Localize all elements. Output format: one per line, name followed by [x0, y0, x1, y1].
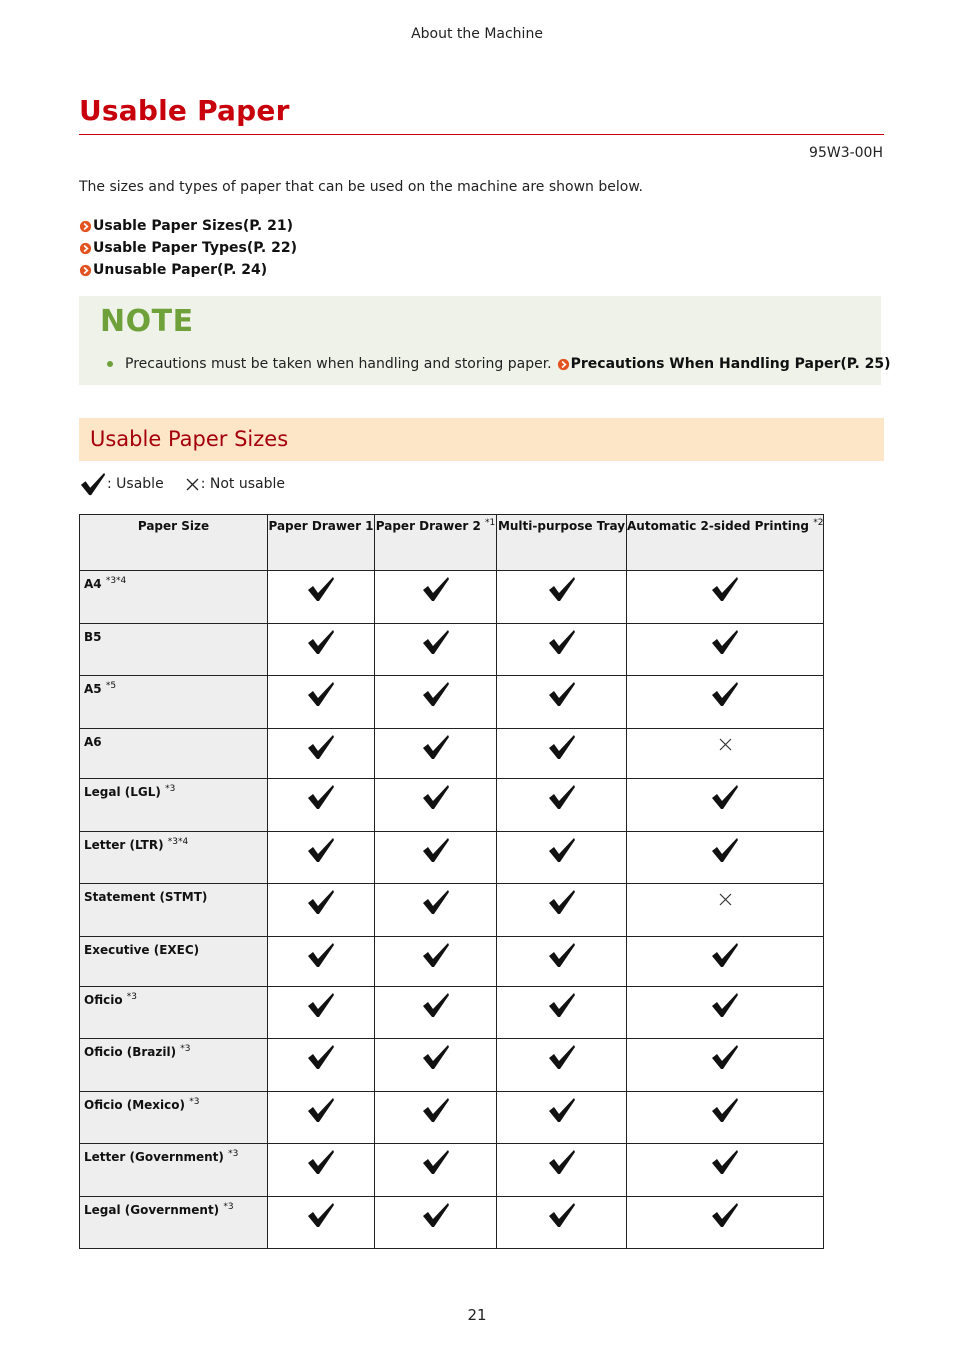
paper-size-cell [80, 676, 268, 729]
footnote-ref: *5 [105, 681, 117, 691]
footnote-ref: *3 [189, 1097, 200, 1107]
link-unusable-paper[interactable] [79, 259, 297, 281]
check-icon [547, 575, 577, 603]
check-icon [306, 941, 336, 969]
column-label: Paper Drawer 1 [268, 519, 374, 533]
section-title: Usable Paper Sizes [90, 427, 289, 451]
usable-cell [497, 676, 627, 729]
usable-cell [375, 779, 497, 832]
usable-cell [268, 1144, 375, 1197]
usable-cell [627, 937, 824, 987]
check-icon [710, 680, 740, 708]
check-icon [710, 628, 740, 656]
paper-size-cell [80, 729, 268, 779]
usable-cell [497, 729, 627, 779]
intro-text: The sizes and types of paper that can be used on the machine are shown below. [79, 179, 643, 195]
paper-size-name: Oficio (Mexico) [84, 1098, 186, 1112]
legend [79, 471, 285, 497]
usable-cell [268, 832, 375, 884]
paper-size-cell [80, 832, 268, 884]
table-row [80, 729, 824, 779]
footnote-ref: *1 [485, 518, 496, 528]
link-label: Precautions When Handling Paper(P. 25) [570, 356, 891, 372]
column-header [80, 515, 268, 571]
paper-size-name: B5 [84, 630, 102, 644]
table-row [80, 1039, 824, 1092]
column-label: Paper Size [137, 519, 210, 533]
check-icon [547, 991, 577, 1019]
paper-size-name: Letter (Government) [84, 1150, 224, 1164]
column-header [627, 515, 824, 571]
column-header [268, 515, 375, 571]
usable-cell [375, 832, 497, 884]
paper-size-cell [80, 1092, 268, 1144]
link-label: Unusable Paper(P. 24) [93, 262, 268, 278]
usable-cell [268, 1197, 375, 1249]
paper-size-name: Legal (Government) [84, 1203, 220, 1217]
paper-size-name: A6 [84, 735, 102, 749]
paper-size-cell [80, 937, 268, 987]
table-header-row [80, 515, 824, 571]
usable-cell [497, 1197, 627, 1249]
usable-cell [627, 1092, 824, 1144]
link-arrow-icon [79, 242, 92, 255]
check-icon [710, 836, 740, 864]
table-row [80, 937, 824, 987]
paper-size-cell [80, 884, 268, 937]
link-label: Usable Paper Sizes(P. 21) [93, 218, 293, 234]
check-icon [306, 991, 336, 1019]
check-icon [306, 1096, 336, 1124]
link-arrow-icon [557, 358, 570, 371]
usable-cell [268, 937, 375, 987]
check-icon [547, 1201, 577, 1229]
check-icon [306, 1043, 336, 1071]
cross-icon [719, 738, 732, 751]
check-icon [547, 1096, 577, 1124]
footnote-ref: *3 [180, 1044, 191, 1054]
usable-cell [375, 884, 497, 937]
check-icon [547, 888, 577, 916]
usable-cell [375, 1039, 497, 1092]
link-usable-paper-types[interactable] [79, 237, 297, 259]
check-icon [710, 575, 740, 603]
usable-cell [497, 832, 627, 884]
check-icon [421, 575, 451, 603]
usable-cell [268, 729, 375, 779]
paper-size-cell [80, 1197, 268, 1249]
footnote-ref: *3 [165, 784, 176, 794]
paper-size-name: A4 [84, 577, 102, 591]
usable-cell [497, 624, 627, 676]
document-id: 95W3-00H [809, 145, 883, 161]
usable-cell [627, 832, 824, 884]
footnote-ref: *3 [223, 1202, 234, 1212]
usable-cell [375, 987, 497, 1039]
check-icon [547, 1043, 577, 1071]
check-icon [306, 680, 336, 708]
table-row [80, 779, 824, 832]
check-icon [421, 1043, 451, 1071]
running-header: About the Machine [411, 26, 543, 42]
check-icon [306, 783, 336, 811]
column-label: Paper Drawer 2 [375, 519, 481, 533]
table-row [80, 571, 824, 624]
usable-cell [375, 937, 497, 987]
table-row [80, 624, 824, 676]
column-header [497, 515, 627, 571]
bullet-icon [107, 361, 113, 367]
note-item [107, 356, 891, 372]
column-header [375, 515, 497, 571]
check-icon [306, 1201, 336, 1229]
usable-cell [375, 676, 497, 729]
usable-cell [375, 1144, 497, 1197]
legend-usable-label: : Usable [107, 476, 164, 492]
footnote-ref: *3 [228, 1149, 239, 1159]
table-row [80, 1144, 824, 1197]
paper-size-cell [80, 987, 268, 1039]
footnote-ref: *3*4 [167, 837, 189, 847]
paper-size-name: Statement (STMT) [84, 890, 208, 904]
table-row [80, 1197, 824, 1249]
check-icon [79, 471, 107, 497]
check-icon [710, 1043, 740, 1071]
paper-size-cell [80, 779, 268, 832]
usable-cell [268, 884, 375, 937]
usable-cell [268, 676, 375, 729]
not-usable-cell [627, 884, 824, 937]
usable-cell [497, 1092, 627, 1144]
cross-icon [186, 478, 199, 491]
usable-cell [497, 571, 627, 624]
usable-cell [268, 987, 375, 1039]
toc-links [79, 215, 297, 281]
usable-cell [627, 1197, 824, 1249]
usable-cell [268, 1092, 375, 1144]
check-icon [306, 575, 336, 603]
table-row [80, 884, 824, 937]
check-icon [547, 628, 577, 656]
check-icon [547, 733, 577, 761]
usable-cell [627, 779, 824, 832]
paper-size-name: Oficio (Brazil) [84, 1045, 177, 1059]
paper-size-cell [80, 571, 268, 624]
paper-size-name: Executive (EXEC) [84, 943, 200, 957]
check-icon [710, 1096, 740, 1124]
usable-cell [627, 1039, 824, 1092]
check-icon [421, 733, 451, 761]
usable-cell [268, 1039, 375, 1092]
note-box [79, 296, 891, 385]
check-icon [421, 628, 451, 656]
usable-cell [375, 1092, 497, 1144]
paper-size-cell [80, 624, 268, 676]
not-usable-cell [627, 729, 824, 779]
note-heading: NOTE [100, 304, 194, 339]
check-icon [306, 733, 336, 761]
usable-cell [497, 987, 627, 1039]
usable-cell [375, 624, 497, 676]
title-underline [79, 134, 884, 135]
check-icon [710, 1148, 740, 1176]
table-row [80, 676, 824, 729]
usable-cell [375, 729, 497, 779]
usable-cell [268, 571, 375, 624]
usable-cell [627, 676, 824, 729]
footnote-ref: *3 [126, 992, 137, 1002]
link-precautions-handling-paper[interactable] [557, 356, 891, 372]
check-icon [421, 991, 451, 1019]
check-icon [421, 783, 451, 811]
legend-not-usable-label: : Not usable [200, 476, 285, 492]
check-icon [306, 1148, 336, 1176]
table-row [80, 1092, 824, 1144]
column-label: Automatic 2-sided Printing [627, 519, 809, 533]
check-icon [547, 1148, 577, 1176]
check-icon [547, 836, 577, 864]
table-row [80, 987, 824, 1039]
link-arrow-icon [79, 264, 92, 277]
paper-size-name: Oficio [84, 993, 123, 1007]
check-icon [421, 1096, 451, 1124]
table-body [80, 571, 824, 1249]
usable-cell [627, 987, 824, 1039]
paper-sizes-table [79, 514, 824, 1249]
paper-size-name: Legal (LGL) [84, 785, 161, 799]
usable-cell [627, 624, 824, 676]
check-icon [547, 680, 577, 708]
usable-cell [497, 937, 627, 987]
usable-cell [497, 1039, 627, 1092]
check-icon [421, 680, 451, 708]
check-icon [421, 941, 451, 969]
link-usable-paper-sizes[interactable] [79, 215, 297, 237]
link-arrow-icon [79, 220, 92, 233]
usable-cell [627, 571, 824, 624]
usable-cell [497, 884, 627, 937]
link-label: Usable Paper Types(P. 22) [93, 240, 297, 256]
usable-cell [268, 624, 375, 676]
footnote-ref: *2 [813, 518, 824, 528]
note-text: Precautions must be taken when handling and storing paper. [125, 356, 552, 372]
usable-cell [268, 779, 375, 832]
check-icon [547, 783, 577, 811]
paper-size-name: Letter (LTR) [84, 838, 164, 852]
paper-size-cell [80, 1144, 268, 1197]
footnote-ref: *3*4 [105, 576, 127, 586]
check-icon [421, 836, 451, 864]
section-header [79, 418, 884, 461]
usable-cell [627, 1144, 824, 1197]
check-icon [710, 991, 740, 1019]
check-icon [306, 628, 336, 656]
check-icon [421, 888, 451, 916]
check-icon [421, 1148, 451, 1176]
paper-size-name: A5 [84, 682, 102, 696]
page-number: 21 [467, 1306, 487, 1324]
check-icon [547, 941, 577, 969]
table-row [80, 832, 824, 884]
cross-icon [719, 893, 732, 906]
check-icon [710, 1201, 740, 1229]
usable-cell [375, 571, 497, 624]
check-icon [710, 783, 740, 811]
check-icon [710, 941, 740, 969]
paper-size-cell [80, 1039, 268, 1092]
column-label: Multi-purpose Tray [497, 519, 626, 533]
usable-cell [375, 1197, 497, 1249]
check-icon [306, 888, 336, 916]
usable-cell [497, 779, 627, 832]
page-title: Usable Paper [79, 94, 290, 127]
check-icon [306, 836, 336, 864]
check-icon [421, 1201, 451, 1229]
usable-cell [497, 1144, 627, 1197]
